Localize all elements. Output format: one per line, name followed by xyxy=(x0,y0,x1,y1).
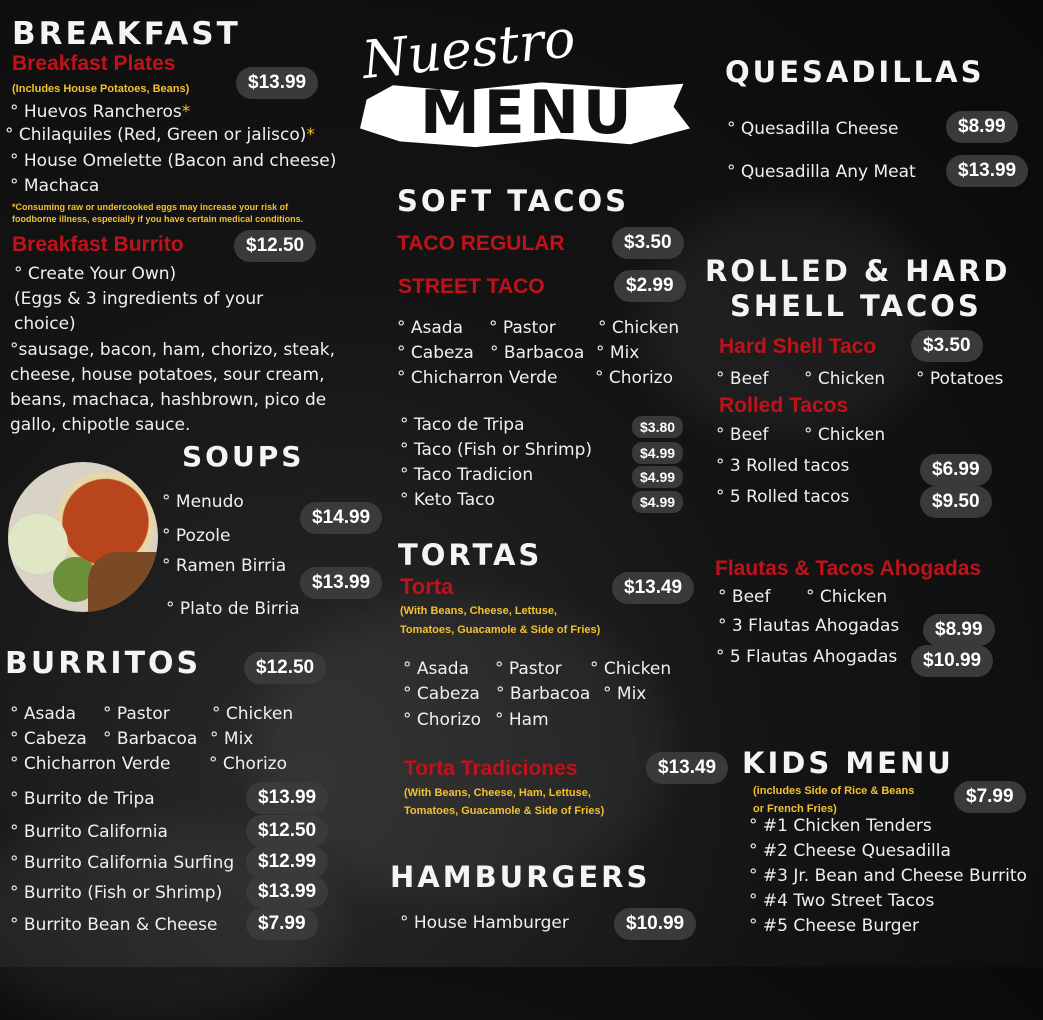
taco-meat: ° Chorizo xyxy=(595,368,673,388)
flautas-option: ° Beef xyxy=(718,587,771,607)
kids-price: $7.99 xyxy=(954,781,1026,813)
burrito-meat: ° Pastor xyxy=(103,704,170,724)
kids-note: (includes Side of Rice & Beans xyxy=(753,785,915,797)
burritos-title: BURRITOS xyxy=(5,646,202,681)
hard-shell-option: ° Potatoes xyxy=(916,369,1004,389)
quesadillas-title: QUESADILLAS xyxy=(725,55,985,89)
rolled-item: ° 3 Rolled tacos xyxy=(716,456,850,476)
rolled-item: ° 5 Rolled tacos xyxy=(716,487,850,507)
burrito-meat: ° Chicharron Verde xyxy=(10,754,171,774)
taco-meat: ° Pastor xyxy=(489,318,556,338)
kids-item: ° #2 Cheese Quesadilla xyxy=(749,841,951,861)
burritos-price: $12.50 xyxy=(244,652,326,684)
burrito-item: ° Burrito (Fish or Shrimp) xyxy=(10,883,223,903)
soup-item: ° Pozole xyxy=(162,526,231,546)
taco-meat: ° Cabeza xyxy=(397,343,474,363)
raw-egg-warning: foodborne illness, especially if you have certain medical conditions. xyxy=(12,214,304,224)
burrito-item-price: $12.99 xyxy=(246,846,328,878)
burrito-item: ° Burrito California Surfing xyxy=(10,853,235,873)
soups-title: SOUPS xyxy=(182,440,305,473)
rolled-hard-title: SHELL TACOS xyxy=(730,289,982,323)
torta-tradiciones-note: Tomatoes, Guacamole & Side of Fries) xyxy=(404,805,605,817)
taco-meat: ° Mix xyxy=(596,343,640,363)
breakfast-item: ° Machaca xyxy=(10,176,100,196)
breakfast-burrito-line: ° Create Your Own) xyxy=(14,264,177,284)
breakfast-burrito-line: gallo, chipotle sauce. xyxy=(10,415,191,435)
taco-special: ° Taco Tradicion xyxy=(400,465,534,485)
breakfast-burrito-price: $12.50 xyxy=(234,230,316,262)
burrito-item: ° Burrito Bean & Cheese xyxy=(10,915,218,935)
taco-meat: ° Chicharron Verde xyxy=(397,368,558,388)
flautas-item: ° 3 Flautas Ahogadas xyxy=(718,616,900,636)
flautas-item-price: $10.99 xyxy=(911,645,993,677)
soup-item: ° Plato de Birria xyxy=(166,599,300,619)
taco-meat: ° Chicken xyxy=(598,318,680,338)
burrito-item-price: $13.99 xyxy=(246,782,328,814)
hamburgers-title: HAMBURGERS xyxy=(390,860,651,894)
quesadilla-item: ° Quesadilla Cheese xyxy=(727,119,899,139)
rolled-item-price: $6.99 xyxy=(920,454,992,486)
street-taco-price: $2.99 xyxy=(614,270,686,302)
taco-special: ° Taco (Fish or Shrimp) xyxy=(400,440,593,460)
burrito-item-price: $13.99 xyxy=(246,876,328,908)
taco-special-price: $4.99 xyxy=(632,491,683,513)
burrito-item: ° Burrito de Tripa xyxy=(10,789,155,809)
flautas-label: Flautas & Tacos Ahogadas xyxy=(715,557,982,580)
soup-price: $14.99 xyxy=(300,502,382,534)
hard-shell-label: Hard Shell Taco xyxy=(719,335,877,358)
breakfast-plates-label: Breakfast Plates xyxy=(12,52,176,75)
rolled-hard-title: ROLLED & HARD xyxy=(705,254,1011,288)
kids-menu-title: KIDS MENU xyxy=(742,746,954,780)
torta-meat: ° Barbacoa xyxy=(496,684,591,704)
breakfast-burrito-line: cheese, house potatoes, sour cream, xyxy=(10,365,325,385)
torta-meat: ° Pastor xyxy=(495,659,562,679)
rolled-option: ° Chicken xyxy=(804,425,886,445)
soft-tacos-title: SOFT TACOS xyxy=(397,184,630,218)
kids-item: ° #4 Two Street Tacos xyxy=(749,891,935,911)
hard-shell-option: ° Chicken xyxy=(804,369,886,389)
breakfast-item: ° Huevos Rancheros* xyxy=(10,102,191,122)
rolled-item-price: $9.50 xyxy=(920,486,992,518)
menu-title: MENU xyxy=(420,78,636,148)
torta-meat: ° Asada xyxy=(403,659,470,679)
kids-note: or French Fries) xyxy=(753,803,837,815)
burrito-meat: ° Cabeza xyxy=(10,729,87,749)
torta-meat: ° Ham xyxy=(495,710,549,730)
hard-shell-option: ° Beef xyxy=(716,369,769,389)
burrito-item-price: $7.99 xyxy=(246,908,318,940)
menu-script-title: Nuestro xyxy=(359,9,579,91)
taco-special: ° Taco de Tripa xyxy=(400,415,525,435)
flautas-item: ° 5 Flautas Ahogadas xyxy=(716,647,898,667)
torta-price: $13.49 xyxy=(612,572,694,604)
kids-item: ° #1 Chicken Tenders xyxy=(749,816,932,836)
burrito-meat: ° Asada xyxy=(10,704,77,724)
burrito-item-price: $12.50 xyxy=(246,815,328,847)
quesadilla-price: $8.99 xyxy=(946,111,1018,143)
torta-tradiciones-price: $13.49 xyxy=(646,752,728,784)
breakfast-plates-price: $13.99 xyxy=(236,67,318,99)
soup-price: $13.99 xyxy=(300,567,382,599)
tortas-title: TORTAS xyxy=(398,538,543,572)
torta-meat: ° Chorizo xyxy=(403,710,481,730)
taco-regular-price: $3.50 xyxy=(612,227,684,259)
taco-special-price: $3.80 xyxy=(632,416,683,438)
flautas-option: ° Chicken xyxy=(806,587,888,607)
burrito-meat: ° Chicken xyxy=(212,704,294,724)
taco-meat: ° Barbacoa xyxy=(490,343,585,363)
soup-bowl-image xyxy=(8,462,158,612)
soup-item: ° Menudo xyxy=(162,492,244,512)
breakfast-burrito-line: choice) xyxy=(14,314,76,334)
breakfast-item: ° Chilaquiles (Red, Green or jalisco)* xyxy=(5,125,315,145)
torta-tradiciones-note: (With Beans, Cheese, Ham, Lettuse, xyxy=(404,787,591,799)
breakfast-title: BREAKFAST xyxy=(12,16,241,52)
hamburger-price: $10.99 xyxy=(614,908,696,940)
taco-special: ° Keto Taco xyxy=(400,490,495,510)
hard-shell-price: $3.50 xyxy=(911,330,983,362)
breakfast-plates-note: (Includes House Potatoes, Beans) xyxy=(12,83,190,95)
breakfast-burrito-line: beans, machaca, hashbrown, pico de xyxy=(10,390,327,410)
taco-regular-label: TACO REGULAR xyxy=(397,232,565,255)
soup-item: ° Ramen Birria xyxy=(162,556,287,576)
burrito-meat: ° Barbacoa xyxy=(103,729,198,749)
torta-tradiciones-label: Torta Tradiciones xyxy=(404,757,578,780)
burrito-item: ° Burrito California xyxy=(10,822,168,842)
burrito-meat: ° Mix xyxy=(210,729,254,749)
breakfast-item: ° House Omelette (Bacon and cheese) xyxy=(10,151,337,171)
raw-egg-warning: *Consuming raw or undercooked eggs may increase your risk of xyxy=(12,202,289,212)
torta-label: Torta xyxy=(400,574,454,599)
burrito-meat: ° Chorizo xyxy=(209,754,287,774)
quesadilla-price: $13.99 xyxy=(946,155,1028,187)
hamburger-item: ° House Hamburger xyxy=(400,913,569,933)
breakfast-burrito-line: (Eggs & 3 ingredients of your xyxy=(14,289,264,309)
rolled-option: ° Beef xyxy=(716,425,769,445)
kids-item: ° #3 Jr. Bean and Cheese Burrito xyxy=(749,866,1027,886)
taco-special-price: $4.99 xyxy=(632,466,683,488)
rolled-tacos-label: Rolled Tacos xyxy=(719,394,849,417)
street-taco-label: STREET TACO xyxy=(398,275,545,298)
kids-item: ° #5 Cheese Burger xyxy=(749,916,920,936)
taco-special-price: $4.99 xyxy=(632,442,683,464)
breakfast-burrito-line: °sausage, bacon, ham, chorizo, steak, xyxy=(10,340,335,360)
breakfast-burrito-label: Breakfast Burrito xyxy=(12,233,184,256)
torta-meat: ° Cabeza xyxy=(403,684,480,704)
torta-meat: ° Chicken xyxy=(590,659,672,679)
quesadilla-item: ° Quesadilla Any Meat xyxy=(727,162,916,182)
taco-meat: ° Asada xyxy=(397,318,464,338)
flautas-item-price: $8.99 xyxy=(923,614,995,646)
torta-meat: ° Mix xyxy=(603,684,647,704)
torta-note: (With Beans, Cheese, Lettuse, xyxy=(400,605,557,617)
torta-note: Tomatoes, Guacamole & Side of Fries) xyxy=(400,624,601,636)
